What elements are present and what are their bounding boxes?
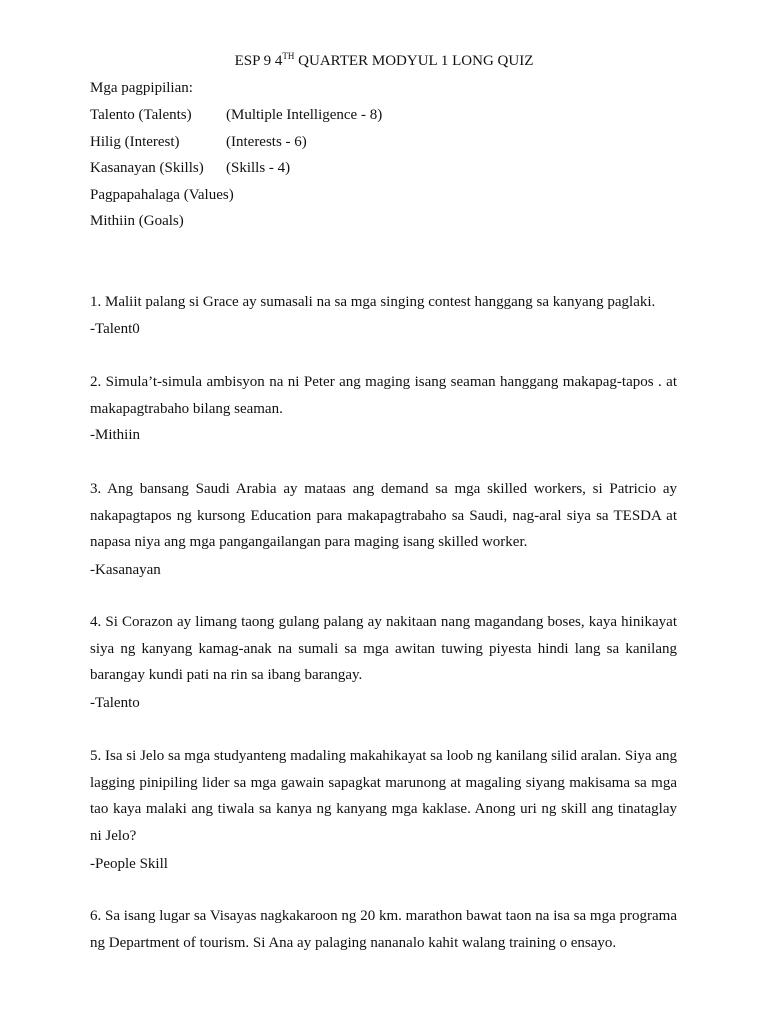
- question-4: 4. Si Corazon ay limang taong gulang palang ay nakitaan nang magandang boses, kaya hinikayat siya ng kanyang kamag-anak na sumali sa mga awitan tuwing piyesta hindi lang sa kanilang barangay kundi pati na rin sa ibang barangay.: [90, 614, 677, 684]
- title-suffix: QUARTER MODYUL 1 LONG QUIZ: [294, 53, 534, 69]
- answer-3: -Kasanayan: [90, 562, 161, 578]
- question-6: 6. Sa isang lugar sa Visayas nagkakaroon ng 20 km. marathon bawat taon na isa sa mga programa ng Department of tourism. Si Ana ay palaging nananalo kahit walang training o ensayo.: [90, 908, 677, 951]
- quiz-title: [0, 51, 768, 71]
- choice-label-talento: Talento (Talents): [90, 107, 192, 123]
- choice-label-hilig: Hilig (Interest): [90, 134, 180, 150]
- choices-heading: Mga pagpipilian:: [90, 80, 193, 96]
- answer-2: -Mithiin: [90, 427, 141, 443]
- choice-label-pagpapahalaga: Pagpapahalaga (Values): [90, 187, 234, 203]
- answer-4: -Talento: [90, 695, 140, 711]
- answer-5: -People Skill: [90, 856, 168, 872]
- choice-label-kasanayan: Kasanayan (Skills): [90, 160, 204, 176]
- choice-note-kasanayan: (Skills - 4): [226, 160, 291, 176]
- question-3: 3. Ang bansang Saudi Arabia ay mataas ang demand sa mga skilled workers, si Patricio ay nakapagtapos ng kursong Education para makapagtrabaho sa Saudi, nag-aral siya sa TESDA at napasa niya ang mga pangangailangan para maging isang skilled worker.: [90, 481, 677, 551]
- answer-1: -Talent0: [90, 321, 140, 337]
- choice-note-hilig: (Interests - 6): [226, 134, 307, 150]
- choice-label-mithiin: Mithiin (Goals): [90, 213, 184, 229]
- question-2: 2. Simula’t-simula ambisyon na ni Peter ang maging isang seaman hanggang makapag-tapos . at makapagtrabaho bilang seaman.: [90, 374, 677, 417]
- title-superscript: TH: [282, 51, 295, 61]
- question-1: 1. Maliit palang si Grace ay sumasali na sa mga singing contest hanggang sa kanyang paglaki.: [90, 294, 656, 310]
- choice-note-talento: (Multiple Intelligence - 8): [226, 107, 383, 123]
- title-prefix: ESP 9 4: [234, 53, 283, 69]
- question-5: 5. Isa si Jelo sa mga studyanteng madaling makahikayat sa loob ng kanilang silid aralan. Siya ang lagging pinipiling lider sa mga gawain sapagkat marunong at magaling siyang makisama sa mga tao kaya malaki ang tiwala sa kanya ng kanyang mga kaklase. Anong uri ng skill ang tinataglay ni Jelo?: [90, 748, 677, 845]
